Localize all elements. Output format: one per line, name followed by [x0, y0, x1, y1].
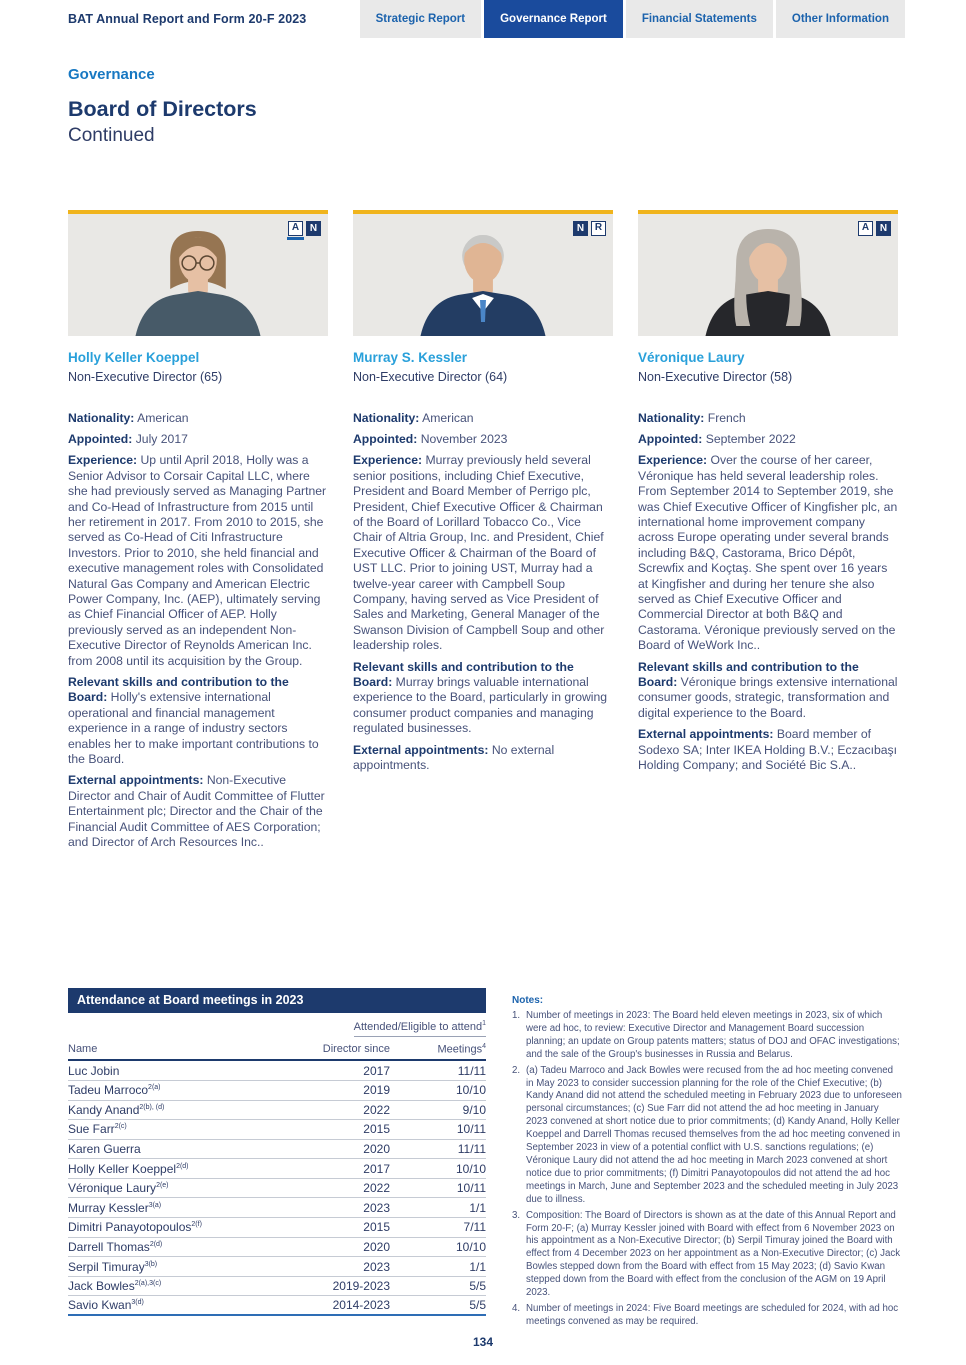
cell-name: Kandy Anand$^{2(b), (d)}$ — [68, 1102, 165, 1117]
director-bio — [638, 411, 898, 774]
footnote-ref: 2(f) — [191, 1221, 202, 1229]
bio-field-text: Holly's extensive international operational and financial management experience in a range of industry sectors enables her to make important contributions to the Board. — [68, 690, 319, 767]
bio-field-label: Nationality: — [68, 410, 135, 425]
note-item — [512, 1010, 902, 1062]
bio-field-text: Murray previously held several senior positions, including Chief Executive, President and Board Member of Perrigo plc, President, Chief Executive Officer & Chairman of the Board of Lorillard Tobacco Co., Vice Chair of Altria Group, Inc. and President, Chief Executive Officer & Chairman of the Board of UST LLC. Prior to joining UST, Murray had a twelve-year career with Campbell Soup Company, having served as Vice President of Sales and Marketing, General Manager of the Swanson Division of Campbell Soup and other leadership roles. — [353, 453, 605, 653]
bio-field — [68, 411, 328, 426]
cell-meetings: 7/11 — [463, 1220, 486, 1235]
director-card — [68, 210, 328, 856]
bio-field-label: Nationality: — [638, 410, 705, 425]
notes-heading: Notes: — [512, 995, 544, 1006]
cell-meetings: 5/5 — [469, 1279, 486, 1294]
table-row — [68, 1120, 486, 1140]
bio-field-text: November 2023 — [420, 431, 508, 446]
bio-field-label: External appointments: — [68, 773, 204, 788]
table-body — [68, 1061, 486, 1316]
cell-director-since: 2015 — [363, 1122, 390, 1137]
committee-badges — [288, 221, 321, 236]
footnote-ref: 2(c) — [114, 1123, 127, 1131]
cell-name: Murray Kessler$^{3(a)}$ — [68, 1200, 162, 1215]
bio-field-text: July 2017 — [135, 431, 188, 446]
cell-director-since: 2017 — [363, 1161, 390, 1176]
page-title: Board of Directors — [68, 97, 257, 121]
bio-field-text: Murray brings valuable international experience to the Board, particularly in growing consumer product companies and managing regulated businesses. — [353, 675, 608, 736]
bio-field — [353, 432, 613, 447]
note-number: 4. — [512, 1302, 521, 1314]
bio-field — [353, 453, 613, 653]
bio-field-text: Board member of Sodexo SA; Inter IKEA Holding B.V.; Eczacıbaşı Holding Company; and Société Bic S.A.. — [638, 727, 898, 773]
footnote-ref: 2(a) — [148, 1084, 161, 1092]
table-row — [68, 1218, 486, 1238]
bio-field-label: Relevant skills and contribution to the Board: — [353, 659, 574, 689]
report-title: BAT Annual Report and Form 20-F 2023 — [68, 12, 307, 26]
director-photo — [353, 214, 613, 336]
bio-field-label: External appointments: — [353, 742, 489, 757]
committee-badge: A — [858, 221, 873, 236]
title-block — [68, 66, 966, 147]
footnote-ref: 2(d) — [176, 1162, 189, 1170]
directors-row — [68, 210, 898, 856]
nav-tab[interactable]: Other Information — [776, 0, 905, 38]
cell-name: Karen Guerra — [68, 1141, 141, 1156]
bio-field-text: No external appointments. — [353, 742, 555, 773]
nav-tab[interactable]: Financial Statements — [626, 0, 773, 38]
note-text: (a) Tadeu Marroco and Jack Bowles were recused from the ad hoc meeting convened in May 2023 to consider succession planning for the role of the Chief Executive; (b) Kandy Anand did not attend the scheduled meeting in February 2023 due to unforeseen personal circumstances; (c) Sue Farr did not attend the ad hoc meeting in January 2023 convened at short notice due to prior commitments; (d) Kandy Anand, Holly Keller Koeppel and Darrell Thomas recused themselves from the ad hoc meeting convened in September 2023 in view of a potential conflict with U.S. sanctions regulations; (e) Véronique Laury did not attend the ad hoc meeting in March 2023 convened at short notice due to prior commitments; (f) Dimitri Panayotopoulos did not attend the ad hoc meetings in March, June and September 2023 and the scheduled meeting in July 2023 due to illness. — [526, 1064, 902, 1205]
note-text: Number of meetings in 2023: The Board held eleven meetings in 2023, six of which were ad hoc, to review: Executive Director and Management Board succession planning; an update on Group patents matters; status of DOJ and OFAC investigations; and the sale of the Group's businesses in Russia and Belarus. — [526, 1010, 900, 1060]
note-number: 1. — [512, 1010, 521, 1021]
table-row — [68, 1257, 486, 1277]
note-text: Number of meetings in 2024: Five Board meetings are scheduled for 2024, with ad hoc meetings convened as may be required. — [526, 1302, 899, 1327]
cell-director-since: 2022 — [363, 1181, 390, 1196]
page-number: 134 — [472, 1335, 494, 1349]
footnote-ref: 2(a),3(c) — [134, 1280, 162, 1288]
note-text: Composition: The Board of Directors is shown as at the date of this Annual Report and Form 20-F; (a) Murray Kessler joined with Board with effect from 6 November 2023 on his appointment as a Non-Executive Director; (b) Serpil Timuray joined the Board with effect from 4 December 2023 on her appointment as a Non-Executive Director; (c) Jack Bowles stepped down from the Board with effect from 15 May 2023; (d) Savio Kwan stepped down from the Board with effect from the conclusion of the AGM on 19 April 2023. — [526, 1209, 901, 1299]
note-number: 3. — [512, 1209, 521, 1221]
bio-field-label: Appointed: — [68, 431, 133, 446]
bio-field — [68, 453, 328, 669]
attendance-table-title: Attendance at Board meetings in 2023 — [68, 988, 486, 1013]
cell-director-since: 2019-2023 — [332, 1279, 390, 1294]
cell-meetings: 10/11 — [456, 1181, 486, 1196]
nav-tab[interactable]: Strategic Report — [360, 0, 481, 38]
table-row — [68, 1101, 486, 1121]
bio-field — [638, 660, 898, 722]
cell-meetings: 5/5 — [469, 1298, 486, 1313]
cell-meetings: 10/10 — [455, 1161, 486, 1176]
notes-list — [512, 1010, 902, 1329]
table-row — [68, 1179, 486, 1199]
director-name: Véronique Laury — [638, 349, 745, 365]
note-number: 2. — [512, 1064, 521, 1076]
bio-field — [353, 660, 613, 737]
director-photo — [68, 214, 328, 336]
bio-field — [638, 727, 898, 773]
cell-name: Dimitri Panayotopoulos$^{2(f)}$ — [68, 1220, 202, 1235]
table-row — [68, 1277, 486, 1297]
director-bio — [68, 411, 328, 851]
director-card — [638, 210, 898, 856]
bio-field — [353, 743, 613, 774]
bio-field-label: Appointed: — [353, 431, 418, 446]
bio-field-label: External appointments: — [638, 727, 774, 742]
bio-field-text: Véronique brings extensive international consumer goods, strategic, transformation and digital experience to the Board. — [638, 675, 898, 720]
bio-field — [68, 675, 328, 767]
footnote-ref: 3(b) — [144, 1260, 158, 1268]
cell-director-since: 2020 — [363, 1141, 390, 1156]
bio-field-label: Nationality: — [353, 410, 420, 425]
cell-director-since: 2023 — [363, 1200, 390, 1215]
footnote-ref: 4 — [482, 1042, 486, 1050]
cell-name: Savio Kwan$^{3(d)}$ — [68, 1298, 144, 1313]
director-role: Non-Executive Director (65) — [68, 369, 223, 384]
cell-director-since: 2022 — [363, 1102, 390, 1117]
committee-badge: N — [573, 221, 588, 236]
col-group-label: Attended/Eligible to attend$^1$ — [354, 1020, 486, 1037]
bio-field-label: Experience: — [638, 453, 708, 468]
bio-field-label: Relevant skills and contribution to the Board: — [638, 659, 859, 689]
attendance-col-group — [68, 1020, 486, 1037]
cell-director-since: 2019 — [363, 1083, 390, 1098]
bio-field-label: Experience: — [353, 453, 423, 468]
cell-director-since: 2015 — [363, 1220, 390, 1235]
cell-director-since: 2023 — [363, 1259, 390, 1274]
table-header-row — [68, 1037, 486, 1062]
table-row — [68, 1061, 486, 1081]
committee-badge: N — [876, 221, 891, 236]
director-photo — [638, 214, 898, 336]
bio-field-text: American — [137, 410, 189, 425]
cell-meetings: 10/10 — [455, 1239, 486, 1254]
section-label: Governance — [68, 66, 155, 83]
page-subtitle: Continued — [68, 125, 155, 146]
cell-name: Luc Jobin — [68, 1063, 120, 1078]
cell-director-since: 2017 — [363, 1063, 390, 1078]
table-row — [68, 1198, 486, 1218]
cell-name: Holly Keller Koeppel$^{2(d)}$ — [68, 1161, 189, 1176]
cell-meetings: 11/11 — [457, 1141, 486, 1156]
cell-meetings: 1/1 — [469, 1200, 486, 1215]
bio-field — [68, 773, 328, 850]
cell-director-since: 2014-2023 — [332, 1298, 390, 1313]
cell-meetings: 9/10 — [462, 1102, 486, 1117]
director-role: Non-Executive Director (64) — [353, 369, 508, 384]
bio-field-text: Non-Executive Director and Chair of Audit Committee of Flutter Entertainment plc; Director and the Chair of the Financial Audit Committee of AES Corporation; and Director of Arch Resources Inc.. — [68, 773, 325, 850]
director-name: Holly Keller Koeppel — [68, 349, 200, 365]
notes-panel — [512, 995, 902, 1332]
bio-field-label: Relevant skills and contribution to the Board: — [68, 675, 289, 705]
bio-field-text: Over the course of her career, Véronique has held several leadership roles. From September 2014 to September 2019, she was Chief Executive Officer of Kingfisher plc, an international home improvement company across Europe operating under several brands including B&Q, Castorama, Brico Dépôt, Screwfix and Koçtaş. She spent over 16 years at Kingfisher and during her tenure she also served as Chief Executive Officer and Commercial Director at both B&Q and Castorama. Véronique previously served on the Board of WeWork Inc.. — [638, 453, 898, 653]
cell-name: Tadeu Marroco$^{2(a)}$ — [68, 1083, 161, 1098]
bio-field-label: Experience: — [68, 453, 138, 468]
cell-name: Darrell Thomas$^{2(d)}$ — [68, 1239, 163, 1254]
bio-field-label: Appointed: — [638, 431, 703, 446]
director-card — [353, 210, 613, 856]
nav-tab[interactable]: Governance Report — [484, 0, 623, 38]
cell-meetings: 10/11 — [456, 1122, 486, 1137]
table-row — [68, 1238, 486, 1258]
report-header — [0, 0, 966, 38]
director-name: Murray S. Kessler — [353, 349, 468, 365]
footnote-ref: 2(d) — [149, 1240, 163, 1248]
footnote-ref: 2(b), (d) — [139, 1103, 165, 1111]
bio-field — [638, 453, 898, 653]
committee-badges — [573, 221, 606, 236]
committee-badges — [858, 221, 891, 236]
director-role: Non-Executive Director (58) — [638, 369, 793, 384]
footnote-ref: 3(a) — [148, 1201, 162, 1209]
cell-director-since: 2020 — [363, 1239, 390, 1254]
col-name: Name — [68, 1042, 98, 1055]
table-row — [68, 1296, 486, 1316]
bio-field-text: September 2022 — [705, 431, 796, 446]
cell-meetings: 11/11 — [457, 1063, 486, 1078]
committee-badge: N — [306, 221, 321, 236]
footnote-ref: 3(d) — [131, 1299, 144, 1307]
note-item — [512, 1065, 902, 1207]
cell-name: Sue Farr$^{2(c)}$ — [68, 1122, 127, 1137]
bio-field — [638, 432, 898, 447]
cell-name: Véronique Laury$^{2(e)}$ — [68, 1181, 169, 1196]
committee-badge: R — [591, 221, 606, 236]
table-row — [68, 1140, 486, 1160]
footnote-ref: 2(e) — [156, 1182, 169, 1190]
bio-field-text: American — [422, 410, 474, 425]
footnote-ref: 1 — [482, 1020, 486, 1027]
table-row — [68, 1081, 486, 1101]
cell-meetings: 10/10 — [455, 1083, 486, 1098]
attendance-table — [68, 988, 486, 1316]
table-row — [68, 1159, 486, 1179]
cell-meetings: 1/1 — [469, 1259, 486, 1274]
bio-field — [68, 432, 328, 447]
bio-field-text: French — [707, 410, 746, 425]
committee-badge: A — [288, 221, 303, 236]
col-meetings: Meetings$^4$ — [437, 1042, 486, 1056]
director-bio — [353, 411, 613, 774]
bio-field — [353, 411, 613, 426]
header-tabs — [360, 0, 905, 38]
bio-field-text: Up until April 2018, Holly was a Senior Advisor to Corsair Capital LLC, where she had previously served as Managing Partner and Co-Head of Infrastructure from 2015 until her retirement in 2017. From 2010 to 2015, she served as Co-Head of Citi Infrastructure Investors. Prior to 2010, she held financial and executive management roles with Consolidated Natural Gas Company and American Electric Power Company, Inc. (AEP), ultimately serving as Chief Financial Officer of AEP. Holly previously served as an independent Non-Executive Director of Reynolds American Inc. from 2008 until its acquisition by the Group. — [68, 453, 327, 668]
note-item — [512, 1210, 902, 1300]
cell-name: Jack Bowles$^{2(a),3(c)}$ — [68, 1279, 162, 1294]
cell-name: Serpil Timuray$^{3(b)}$ — [68, 1259, 158, 1274]
note-item — [512, 1303, 902, 1329]
bio-field — [638, 411, 898, 426]
col-director-since: Director since — [322, 1042, 390, 1055]
